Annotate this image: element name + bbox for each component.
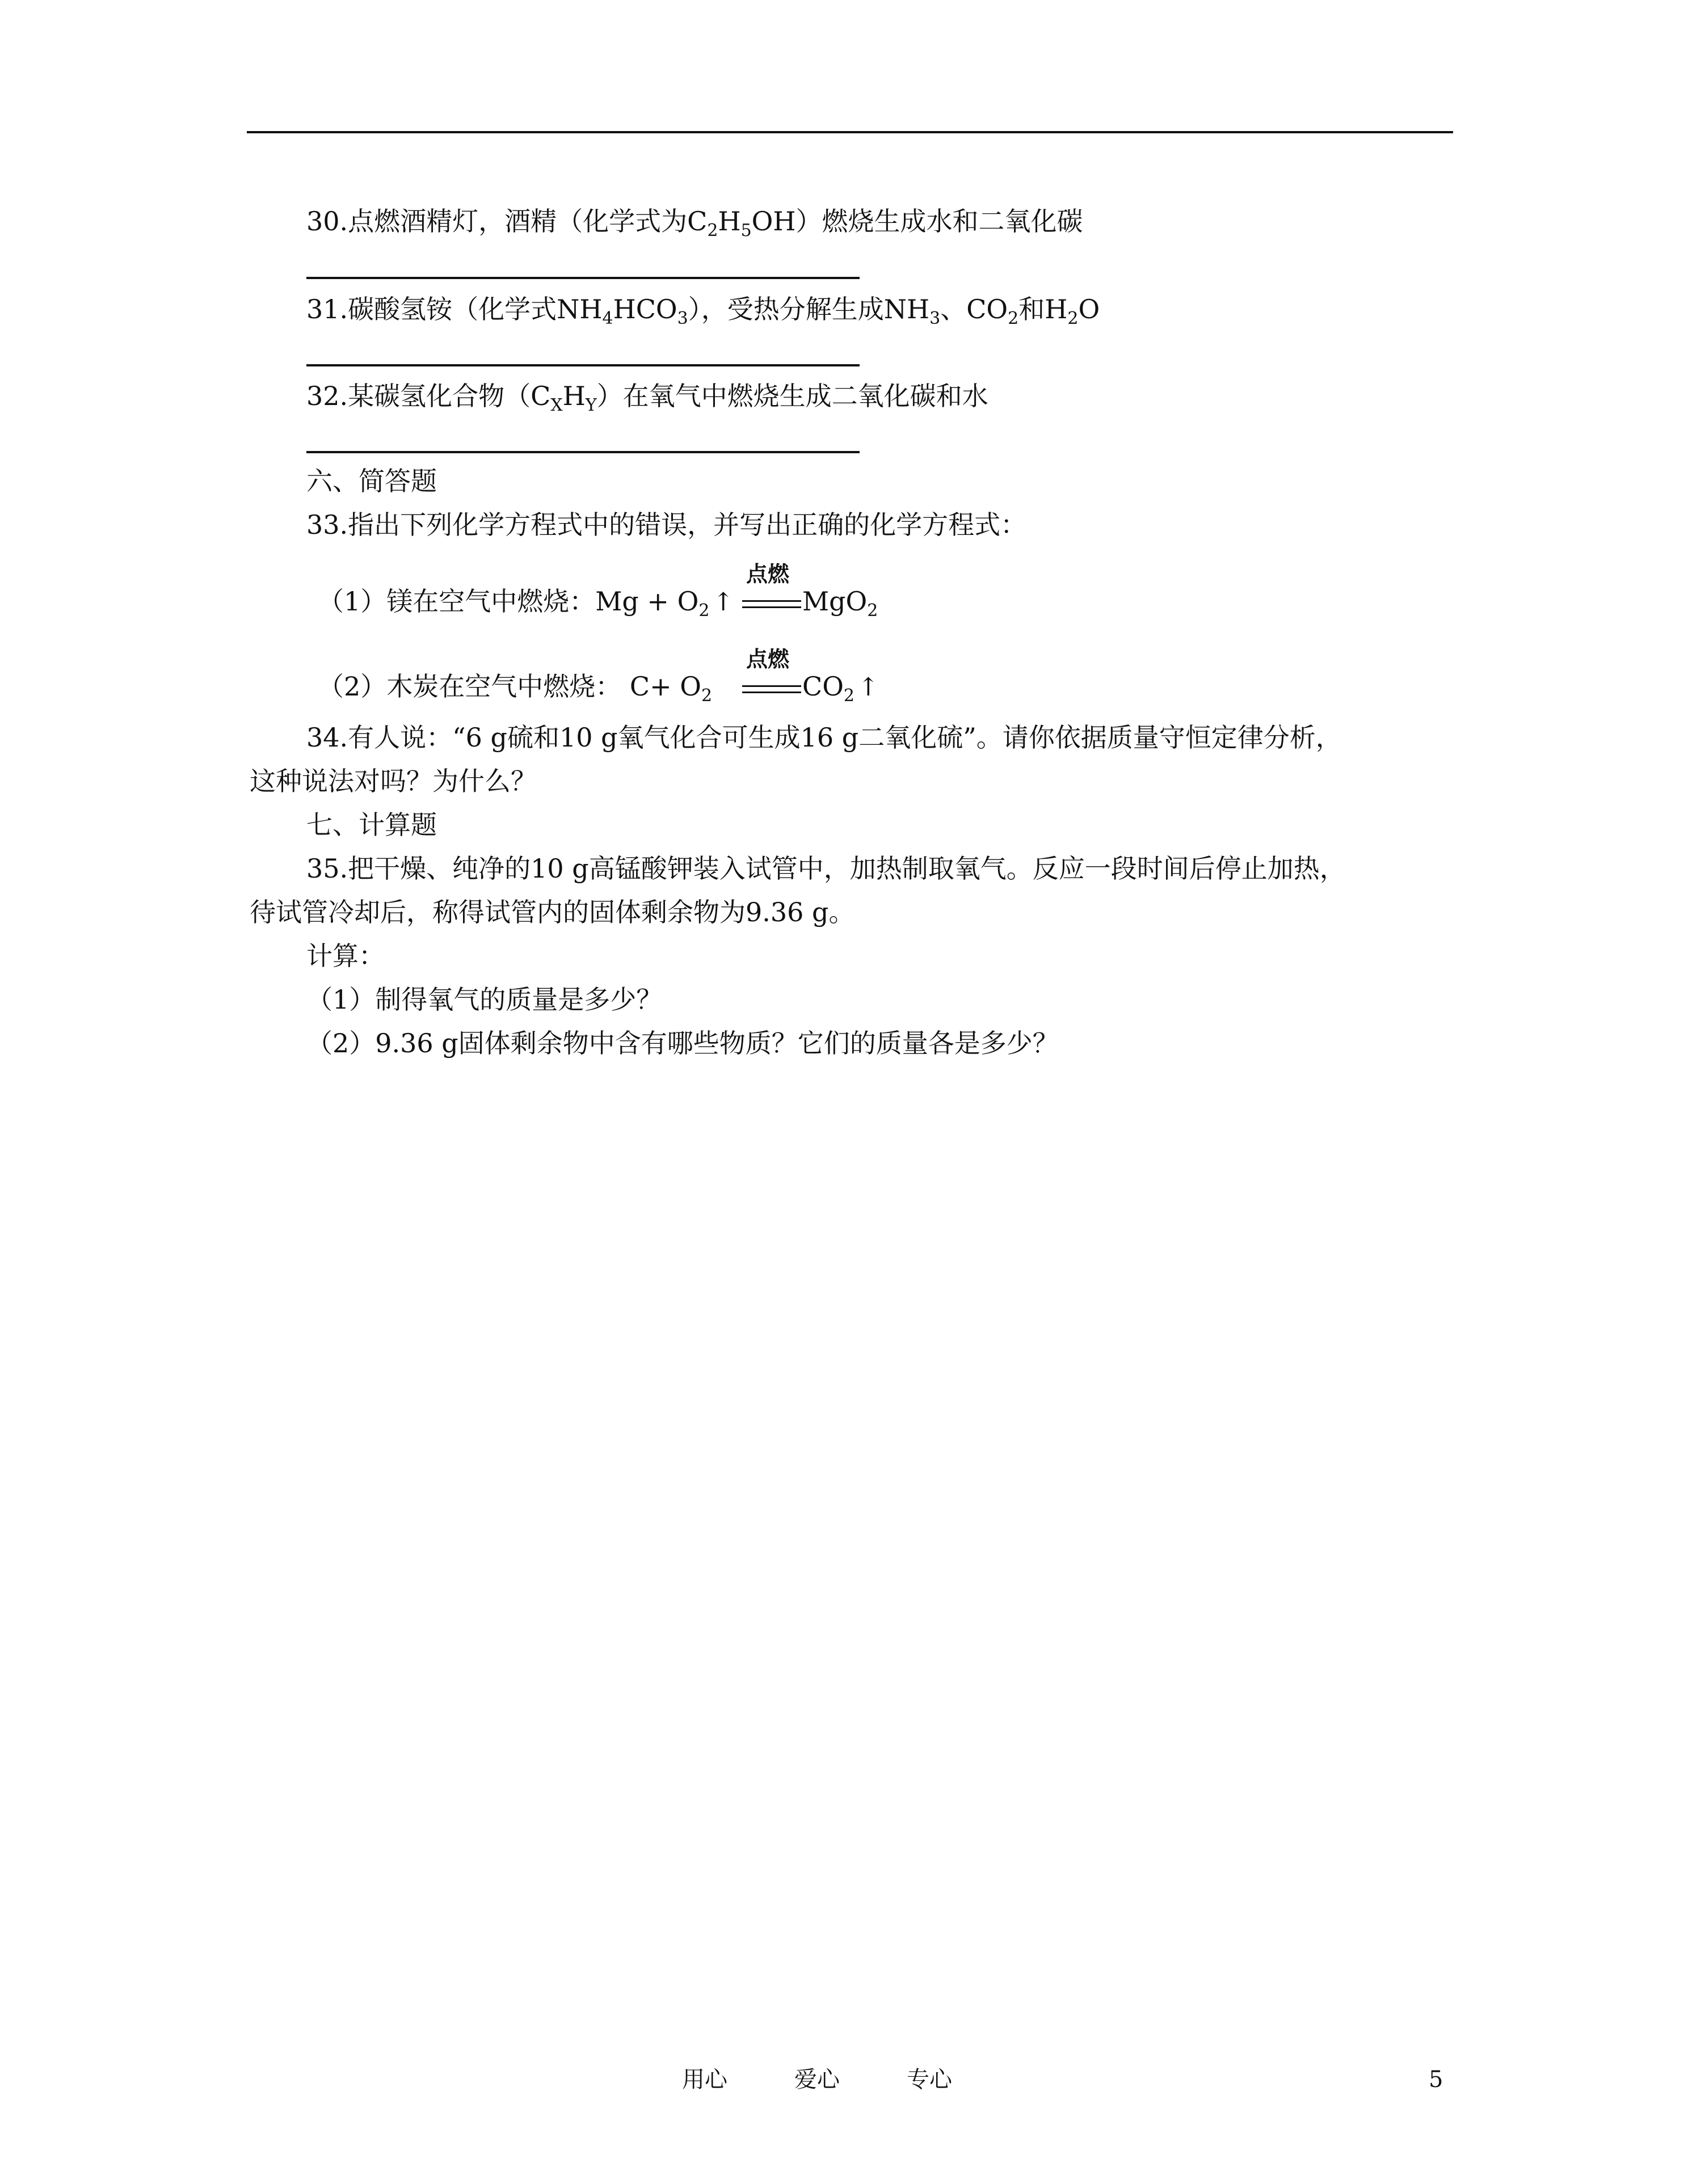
equation-1 xyxy=(318,584,734,619)
section-7-heading: 七、计算题 xyxy=(306,809,437,840)
eq2-rhs-sub: 2 xyxy=(843,686,855,706)
q31-text-f: O xyxy=(1078,294,1100,324)
eq2-lhs-sub: 2 xyxy=(701,686,713,706)
eq2-condition: 点燃 xyxy=(746,647,790,672)
q31-sub-4: 2 xyxy=(1008,309,1019,328)
equation-2 xyxy=(318,669,713,706)
question-35-line-1: 35.把干燥、纯净的10 g高锰酸钾装入试管中，加热制取氧气。反应一段时间后停止加热， xyxy=(306,853,1346,884)
q31-sub-3: 3 xyxy=(929,309,941,328)
q31-sub-1: 4 xyxy=(602,309,613,328)
eq2-gas-arrow: ↑ xyxy=(858,673,879,702)
q31-sub-2: 3 xyxy=(677,309,688,328)
q31-text-e: 和H xyxy=(1018,294,1068,324)
q32-text-c: ）在氧气中燃烧生成二氧化碳和水 xyxy=(596,381,988,411)
q31-text-c: ），受热分解生成NH xyxy=(688,294,930,324)
question-34-line-1: 34.有人说：“6 g硫和10 g氧气化合可生成16 g二氧化硫”。请你依据质量守恒定律分析， xyxy=(306,722,1342,753)
question-31 xyxy=(306,292,1100,326)
question-30 xyxy=(306,204,1083,241)
q30-text-b: H xyxy=(718,206,741,237)
answer-blank-31[interactable] xyxy=(306,364,860,366)
q30-sub-1: 2 xyxy=(707,221,718,241)
eq1-rhs-sub: 2 xyxy=(867,601,878,621)
eq1-rhs: MgO xyxy=(802,586,868,617)
eq2-product xyxy=(802,669,879,705)
footer-text-3: 专心 xyxy=(907,2067,952,2093)
section-6-heading: 六、简答题 xyxy=(306,466,437,496)
question-34-line-2: 这种说法对吗？为什么？ xyxy=(250,766,537,796)
eq1-lhs: （1）镁在空气中燃烧：Mg + O xyxy=(318,586,699,617)
calc-label: 计算： xyxy=(306,941,385,971)
question-32 xyxy=(306,379,988,413)
eq2-equals-sign xyxy=(742,685,801,693)
header-rule xyxy=(247,131,1453,133)
q32-sub-2: Y xyxy=(585,395,597,415)
eq1-gas-arrow: ↑ xyxy=(713,588,734,617)
q31-sub-5: 2 xyxy=(1067,309,1079,328)
eq1-condition: 点燃 xyxy=(746,562,790,587)
q31-text-d: 、CO xyxy=(940,294,1008,324)
eq1-lhs-sub: 2 xyxy=(698,601,710,621)
q32-text-a: 32.某碳氢化合物（C xyxy=(306,381,551,411)
eq1-product xyxy=(802,584,878,621)
q30-sub-2: 5 xyxy=(740,221,752,241)
page-number: 5 xyxy=(1429,2067,1443,2093)
question-33: 33.指出下列化学方程式中的错误，并写出正确的化学方程式： xyxy=(306,509,1027,540)
q32-sub-1: X xyxy=(550,395,563,415)
answer-blank-32[interactable] xyxy=(306,451,860,453)
q30-text-a: 30.点燃酒精灯，酒精（化学式为C xyxy=(306,206,708,237)
footer-text-1: 用心 xyxy=(682,2067,727,2093)
eq2-lhs: （2）木炭在空气中燃烧： C+ O xyxy=(318,671,701,702)
q32-text-b: H xyxy=(562,381,586,411)
eq1-equals-sign xyxy=(742,600,801,608)
question-35-line-2: 待试管冷却后，称得试管内的固体剩余物为9.36 g。 xyxy=(250,897,855,927)
q31-text-a: 31.碳酸氢铵（化学式NH xyxy=(306,294,603,324)
q30-text-c: OH）燃烧生成水和二氧化碳 xyxy=(751,206,1083,237)
eq2-rhs: CO xyxy=(802,671,844,702)
calc-part-2: （2）9.36 g固体剩余物中含有哪些物质？它们的质量各是多少？ xyxy=(306,1028,1059,1059)
calc-part-1: （1）制得氧气的质量是多少？ xyxy=(306,984,663,1015)
answer-blank-30[interactable] xyxy=(306,277,860,279)
footer-text-2: 爱心 xyxy=(794,2067,840,2093)
q31-text-b: HCO xyxy=(613,294,677,324)
